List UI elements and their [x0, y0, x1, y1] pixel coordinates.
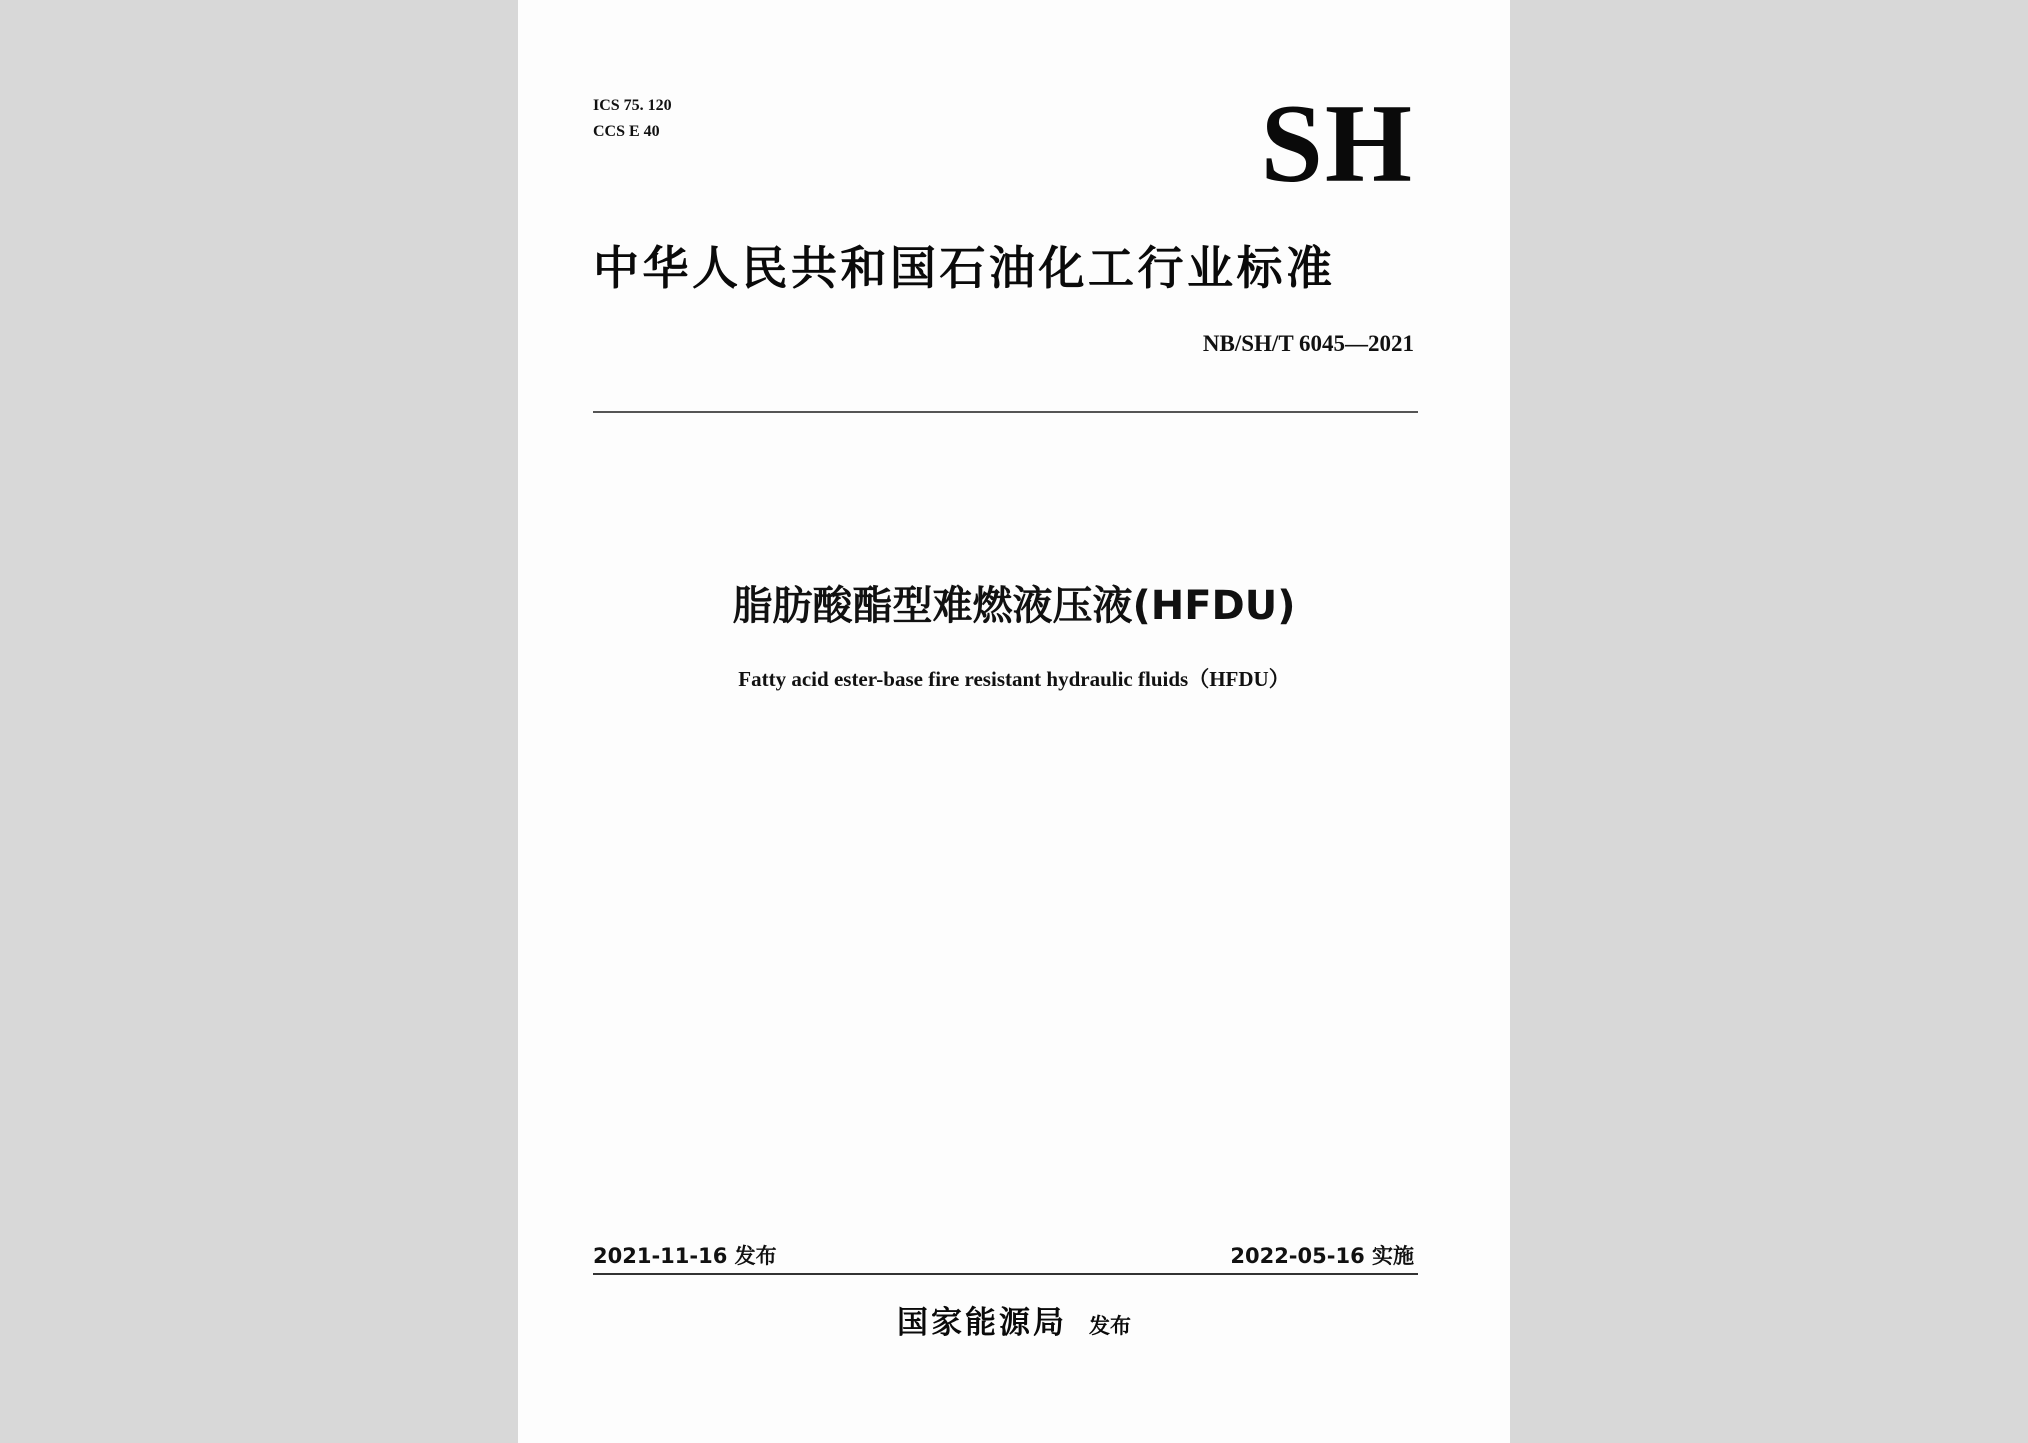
industry-standard-title: 中华人民共和国石油化工行业标准	[593, 241, 1336, 295]
ics-code: ICS 75. 120	[593, 97, 672, 114]
header-divider	[593, 411, 1418, 413]
document-page	[518, 0, 1510, 1443]
issue-date: 2021-11-16 发布	[593, 1244, 777, 1268]
standard-logo: SH	[1260, 82, 1414, 206]
implementation-date: 2022-05-16 实施	[1230, 1244, 1414, 1268]
publisher-suffix: 发布	[1089, 1314, 1131, 1338]
document-title-chinese: 脂肪酸酯型难燃液压液(HFDU)	[732, 583, 1296, 629]
publisher-name: 国家能源局	[897, 1305, 1067, 1341]
footer-divider	[593, 1273, 1418, 1275]
ccs-code: CCS E 40	[593, 123, 660, 140]
publisher-line	[518, 1302, 1510, 1347]
standard-number: NB/SH/T 6045—2021	[1202, 331, 1414, 356]
document-title-english: Fatty acid ester-base fire resistant hydraulic fluids（HFDU）	[738, 667, 1290, 691]
